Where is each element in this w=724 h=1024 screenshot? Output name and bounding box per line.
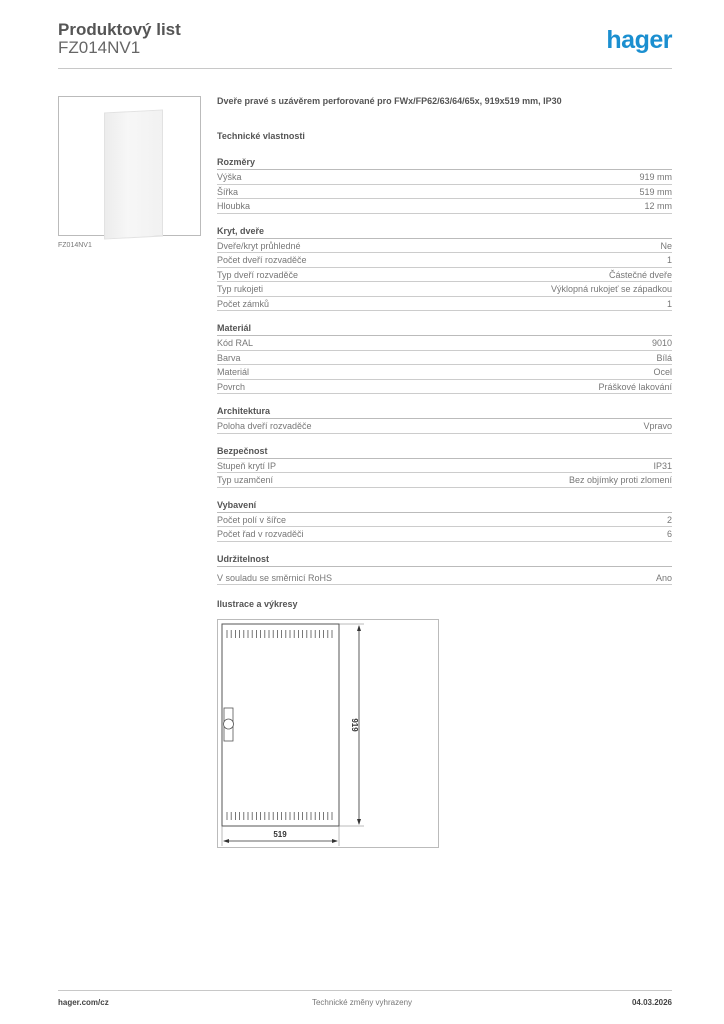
footer-date: 04.03.2026: [631, 998, 672, 1007]
section-heading: Materiál: [217, 321, 672, 336]
spec-row: [217, 282, 672, 297]
spec-value: Práškové lakování: [598, 381, 672, 392]
spec-value: Bez objímky proti zlomení: [568, 475, 672, 485]
spec-value: Částečné dveře: [608, 269, 672, 280]
section-heading: Rozměry: [217, 155, 672, 170]
spec-label: Hloubka: [217, 201, 251, 211]
spec-value: Bílá: [656, 352, 672, 363]
spec-row: [217, 571, 672, 586]
product-image: [58, 96, 201, 236]
footer-divider: [58, 990, 672, 991]
spec-label: Počet polí v šířce: [217, 514, 287, 525]
width-dimension: 519: [273, 830, 287, 839]
spec-label: Šířka: [217, 186, 239, 197]
spec-label: Počet dveří rozvaděče: [217, 255, 307, 265]
height-dimension: 919: [350, 718, 359, 732]
spec-value: 2: [666, 514, 672, 525]
spec-label: Dveře/kryt průhledné: [217, 240, 301, 251]
spec-value: 919 mm: [639, 172, 672, 182]
spec-value: Ocel: [653, 367, 672, 377]
door-image: [104, 109, 163, 239]
product-title: Dveře pravé s uzávěrem perforované pro FWx/FP62/63/64/65x, 919x519 mm, IP30: [217, 96, 562, 106]
spec-label: Barva: [217, 352, 241, 363]
spec-value: Ano: [655, 572, 672, 583]
tech-heading: Technické vlastnosti: [217, 131, 305, 141]
spec-row: [217, 351, 672, 366]
spec-section: [217, 155, 672, 214]
spec-section: [217, 552, 672, 586]
spec-label: Kód RAL: [217, 338, 254, 348]
spec-section: [217, 498, 672, 542]
spec-section: [217, 224, 672, 312]
spec-label: Počet zámků: [217, 298, 270, 309]
image-caption: FZ014NV1: [58, 242, 92, 249]
spec-row: [217, 473, 672, 488]
section-heading: Vybavení: [217, 498, 672, 513]
spec-section: [217, 321, 672, 394]
spec-row: [217, 297, 672, 312]
door-drawing: [218, 620, 438, 847]
spec-row: [217, 199, 672, 214]
spec-value: 519 mm: [639, 186, 672, 197]
spec-value: Ne: [660, 240, 672, 251]
spec-row: [217, 459, 672, 474]
spec-value: 1: [666, 298, 672, 309]
spec-value: Vpravo: [643, 421, 672, 431]
spec-label: Počet řad v rozvaděči: [217, 529, 304, 539]
spec-row: [217, 170, 672, 185]
spec-row: [217, 268, 672, 283]
hager-logo: hager: [606, 26, 672, 54]
spec-section: [217, 444, 672, 488]
spec-row: [217, 419, 672, 434]
spec-label: Typ dveří rozvaděče: [217, 269, 299, 280]
technical-drawing: [217, 619, 439, 848]
footer-notice: Technické změny vyhrazeny: [311, 998, 413, 1007]
page-title: Produktový list: [58, 20, 181, 39]
section-heading: Architektura: [217, 404, 672, 419]
spec-label: Poloha dveří rozvaděče: [217, 421, 312, 431]
header-divider: [58, 68, 672, 69]
section-heading: Kryt, dveře: [217, 224, 672, 239]
spec-row: [217, 380, 672, 395]
spec-row: [217, 185, 672, 200]
spec-label: Typ rukojeti: [217, 284, 264, 294]
spec-value: 12 mm: [644, 201, 672, 211]
spec-sections: [217, 155, 672, 595]
spec-label: Typ uzamčení: [217, 475, 274, 485]
spec-row: [217, 365, 672, 380]
spec-row: [217, 336, 672, 351]
footer-website[interactable]: hager.com/cz: [58, 998, 109, 1007]
spec-value: 1: [666, 255, 672, 265]
spec-row: [217, 527, 672, 542]
section-heading: Udržitelnost: [217, 552, 672, 567]
spec-label: Povrch: [217, 381, 246, 392]
spec-row: [217, 239, 672, 254]
spec-value: 6: [666, 529, 672, 539]
spec-value: 9010: [651, 338, 672, 348]
spec-section: [217, 404, 672, 434]
spec-label: Stupeň krytí IP: [217, 460, 277, 471]
spec-row: [217, 513, 672, 528]
illustration-heading: Ilustrace a výkresy: [217, 599, 298, 609]
spec-label: Výška: [217, 172, 242, 182]
product-code: FZ014NV1: [58, 38, 141, 57]
spec-label: V souladu se směrnicí RoHS: [217, 572, 333, 583]
spec-row: [217, 253, 672, 268]
section-heading: Bezpečnost: [217, 444, 672, 459]
spec-value: Výklopná rukojeť se západkou: [551, 284, 672, 294]
spec-value: IP31: [653, 460, 672, 471]
spec-label: Materiál: [217, 367, 250, 377]
